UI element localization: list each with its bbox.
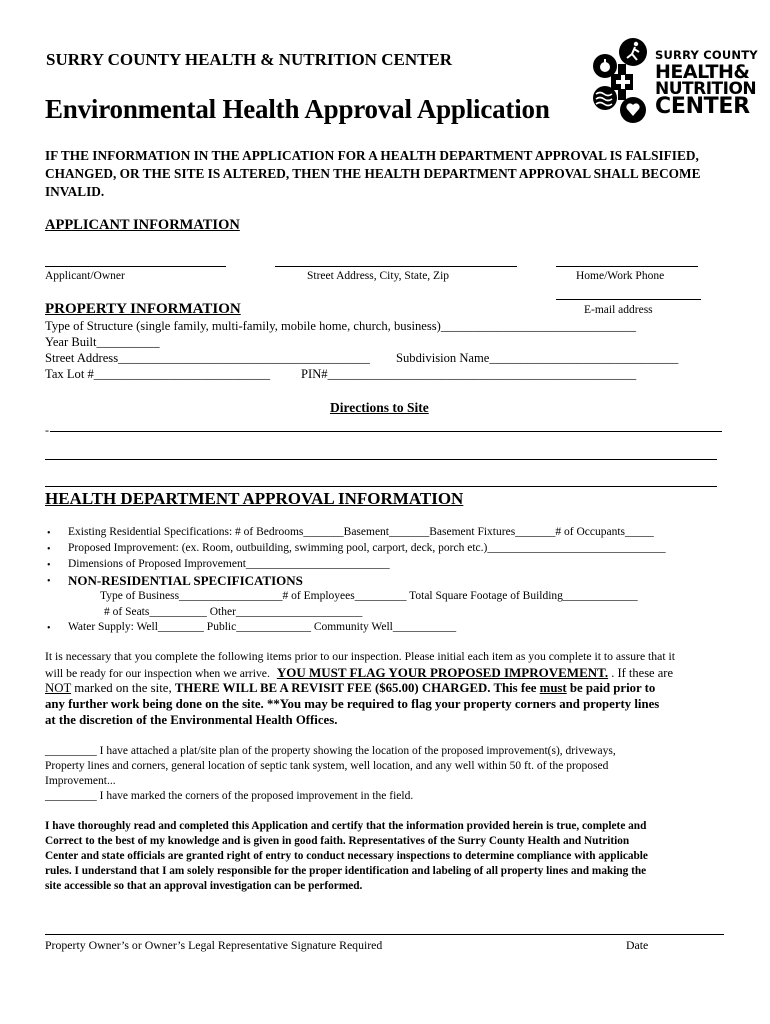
directions-line-1[interactable]: [50, 431, 722, 432]
bullet: •: [47, 528, 51, 539]
directions-heading: Directions to Site: [330, 400, 429, 415]
seats-field[interactable]: # of Seats__________ Other______________________: [104, 606, 363, 618]
email-label: E-mail address: [584, 304, 653, 316]
street-address-field[interactable]: Street Address________________________________________: [45, 351, 370, 365]
bullet: •: [47, 560, 51, 571]
phone-label: Home/Work Phone: [576, 270, 665, 282]
flag-requirement: YOU MUST FLAG YOUR PROPOSED IMPROVEMENT.: [276, 665, 609, 680]
revisit-fee: THERE WILL BE A REVISIT FEE ($65.00) CHARGED. This fee: [174, 681, 540, 695]
applicant-heading: APPLICANT INFORMATION: [45, 217, 240, 233]
bullet: •: [47, 544, 51, 555]
owner-field-line[interactable]: [45, 266, 226, 267]
business-field[interactable]: Type of Business__________________# of Employees_________ Total Square Footage of Building_____________: [100, 590, 638, 602]
bullet: •: [47, 576, 51, 587]
address-label: Street Address, City, State, Zip: [307, 270, 450, 282]
owner-label: Applicant/Owner: [45, 270, 125, 282]
dimensions-field[interactable]: Dimensions of Proposed Improvement_________________________: [68, 558, 390, 570]
subdivision-field[interactable]: Subdivision Name______________________________: [396, 351, 679, 365]
page-title: Environmental Health Approval Application: [45, 94, 550, 124]
phone-field-line[interactable]: [556, 266, 698, 267]
year-built-field[interactable]: Year Built__________: [45, 335, 160, 349]
notice-text: will be ready for our inspection when we arrive.: [45, 667, 270, 680]
structure-field[interactable]: Type of Structure (single family, multi-family, mobile home, church, business)_______________________________: [45, 319, 637, 333]
notice-text: marked on the site,: [71, 681, 175, 695]
proposed-improvement-field[interactable]: Proposed Improvement: (ex. Room, outbuilding, swimming pool, carport, deck, porch etc.)_______________________________: [68, 542, 666, 554]
certification-line-1: I have thoroughly read and completed this Application and certify that the information provided herein is true, complete and: [45, 820, 647, 832]
plat-plan-item-cont: Improvement...: [45, 775, 116, 787]
signature-line[interactable]: [45, 934, 724, 935]
logo-emblem-icon: [591, 36, 653, 128]
notice-line-2: [45, 665, 673, 681]
plat-plan-item-cont: Property lines and corners, general location of septic tank system, well location, and any well within 50 ft. of the proposed: [45, 760, 609, 772]
plat-plan-item[interactable]: _________ I have attached a plat/site plan of the property showing the location of the proposed improvement(s), driveways,: [45, 745, 616, 757]
logo-line-4: CENTER: [655, 94, 750, 119]
notice-text: be paid prior to: [566, 681, 656, 695]
date-label: Date: [626, 938, 649, 952]
certification-line-5: site accessible so that an approval investigation can be performed.: [45, 880, 363, 892]
directions-line-2[interactable]: [45, 459, 717, 460]
logo-line-1: SURRY COUNTY: [655, 48, 758, 62]
approval-heading: HEALTH DEPARTMENT APPROVAL INFORMATION: [45, 489, 464, 508]
corners-marked-item[interactable]: _________ I have marked the corners of the proposed improvement in the field.: [45, 790, 414, 802]
logo-line-2: HEALTH&: [655, 61, 750, 83]
bullet: •: [47, 623, 51, 634]
notice-text: . If these are: [608, 666, 673, 680]
certification-line-4: rules. I understand that I am solely responsible for the proper identification and labeling of all property lines and making the: [45, 865, 647, 877]
existing-specs-field[interactable]: Existing Residential Specifications: # of Bedrooms_______Basement_______Basement Fixtures_______# of Occupants_____: [68, 526, 654, 538]
nonres-heading: NON-RESIDENTIAL SPECIFICATIONS: [68, 573, 303, 588]
certification-line-2: Correct to the best of my knowledge and is given in good faith. Representatives of the Surry County Health and Nutrition: [45, 835, 630, 847]
notice-line-1: It is necessary that you complete the following items prior to our inspection. Please initial each item as you complete it to assure that it: [45, 650, 675, 663]
invalidity-warning: IF THE INFORMATION IN THE APPLICATION FOR A HEALTH DEPARTMENT APPROVAL IS FALSIFIED, CHANGED, OR THE SITE IS ALTERED, THEN THE HEALTH DEPARTMENT APPROVAL SHALL BECOME INVALID.: [45, 148, 701, 199]
logo-line-3: NUTRITION: [655, 79, 757, 99]
pin-field[interactable]: PIN#_________________________________________________: [301, 367, 637, 381]
not-word: NOT: [45, 681, 72, 695]
certification-line-3: Center and state officials are granted right of entry to conduct necessary inspections to determine compliance with applicable: [45, 850, 648, 862]
notice-line-5: at the discretion of the Environmental Health Offices.: [45, 713, 338, 727]
must-word: must: [539, 681, 567, 695]
property-heading: PROPERTY INFORMATION: [45, 301, 241, 317]
center-name: SURRY COUNTY HEALTH & NUTRITION CENTER: [46, 50, 453, 69]
notice-line-3: [45, 681, 655, 696]
directions-dash: -: [45, 423, 49, 437]
signature-label: Property Owner’s or Owner’s Legal Representative Signature Required: [45, 938, 383, 952]
surry-county-logo: [591, 36, 758, 130]
directions-line-3[interactable]: [45, 486, 717, 487]
notice-line-4: any further work being done on the site. **You may be required to flag your property corners and property lines: [45, 697, 660, 711]
address-field-line[interactable]: [275, 266, 517, 267]
email-field-line[interactable]: [556, 299, 701, 300]
water-supply-field[interactable]: Water Supply: Well________ Public_____________ Community Well___________: [68, 621, 457, 633]
tax-lot-field[interactable]: Tax Lot #____________________________: [45, 367, 271, 381]
